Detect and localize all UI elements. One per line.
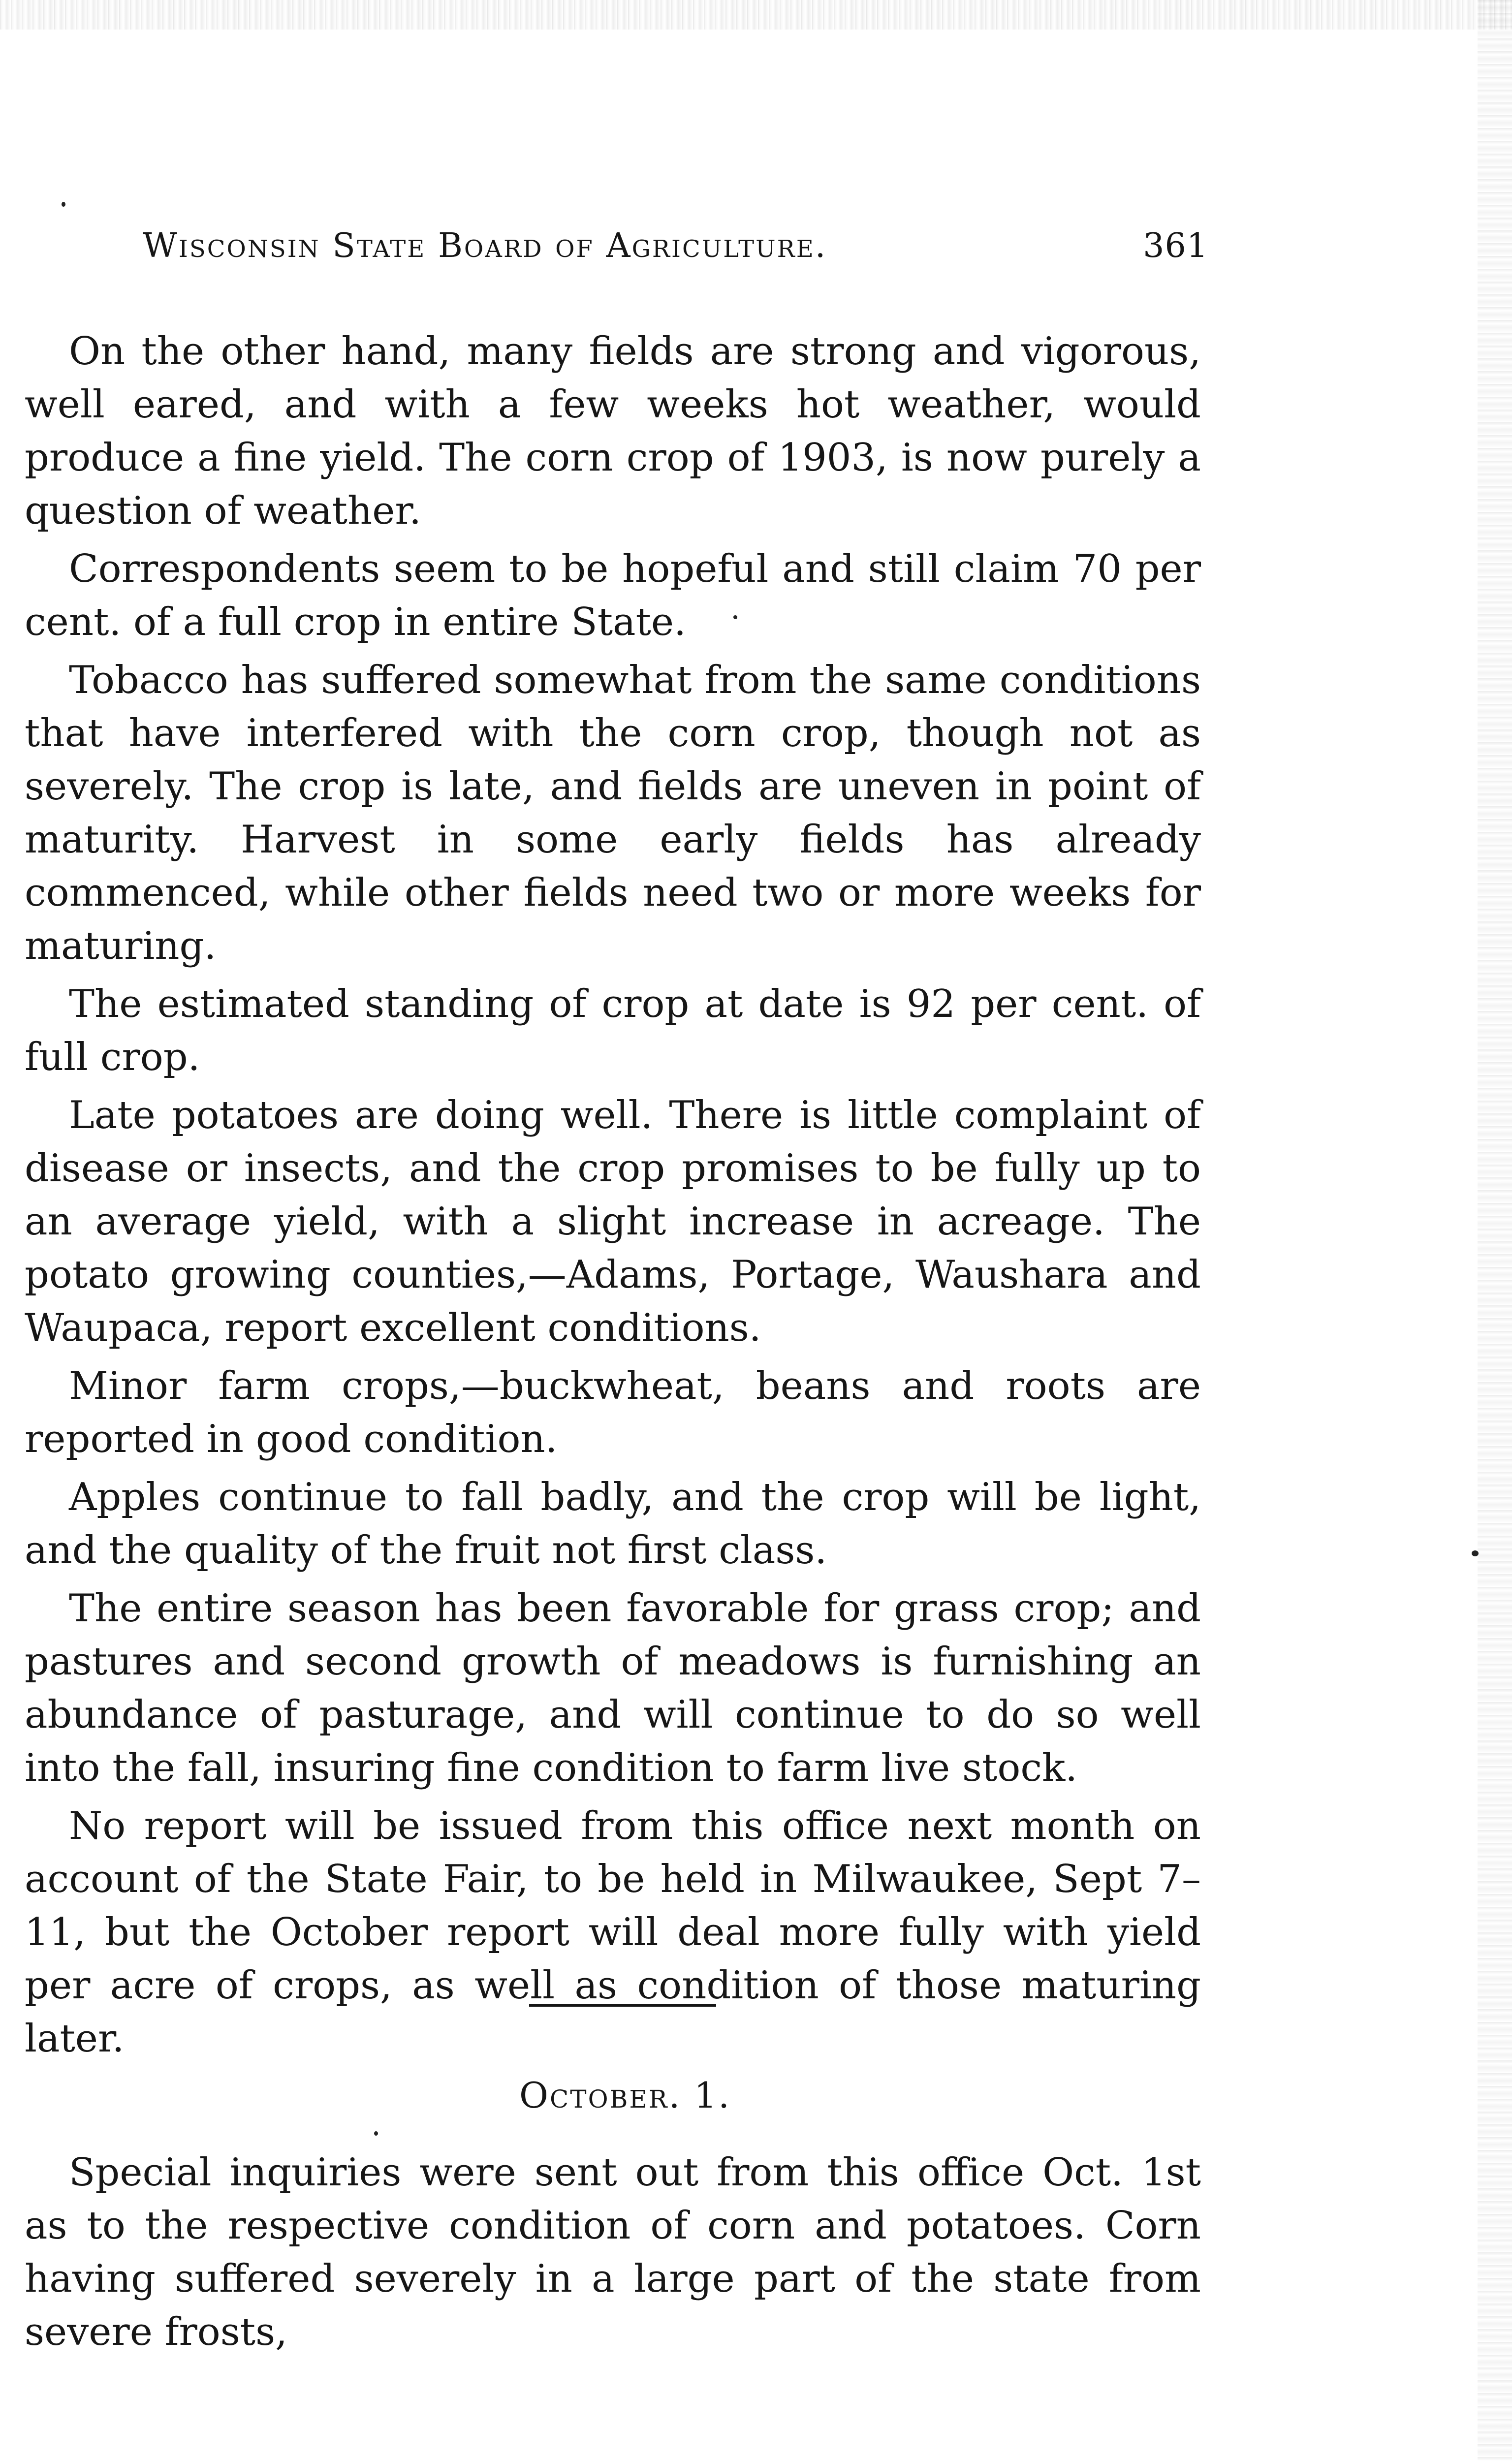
scan-noise-top xyxy=(0,0,1512,30)
scan-speck xyxy=(1472,1550,1479,1556)
paragraph: Late potatoes are doing well. There is little complaint of disease or insects, and the crop promises to be fully up to an average yield, with a slight increase in acreage. The potato growing counties,—Adams, Portage, Waushara and Waupaca, report excellent conditions. xyxy=(25,1093,1201,1350)
paragraph: No report will be issued from this office next month on account of the State Fair, to be held in Milwaukee, Sept 7–11, but the October report will deal more fully with yield per acre of crops, as well as condition of those maturing later. xyxy=(25,1804,1201,2061)
scan-noise-right xyxy=(1478,0,1512,2461)
paragraph: Tobacco has suffered somewhat from the same conditions that have interfered with the corn crop, though not as severely. The crop is late, and fields are uneven in point of maturity. Harvest in some early fields has already commenced, while other fields need two or more weeks for maturing. xyxy=(25,658,1201,968)
scan-speck xyxy=(62,202,65,207)
running-head-title: Wisconsin State Board of Agriculture. xyxy=(143,226,827,265)
section-heading: October. 1. xyxy=(519,2075,731,2116)
scan-speck xyxy=(733,615,737,619)
section-divider-rule xyxy=(529,2004,716,2007)
paragraph: Correspondents seem to be hopeful and still claim 70 per cent. of a full crop in entire State. xyxy=(25,547,1201,644)
paragraph: Apples continue to fall badly, and the crop will be light, and the quality of the fruit not first class. xyxy=(25,1475,1201,1573)
paragraph: Special inquiries were sent out from this office Oct. 1st as to the respective condition of corn and potatoes. Corn having suffered severely in a large part of the state from severe frosts, xyxy=(25,2150,1201,2354)
paragraph: The entire season has been favorable for grass crop; and pastures and second growth of meadows is furnishing an abundance of pasturage, and will continue to do so well into the fall, insuring fine condition to farm live stock. xyxy=(25,1586,1201,1790)
paragraph: Minor farm crops,—buckwheat, beans and roots are reported in good condition. xyxy=(25,1364,1201,1461)
page-number: 361 xyxy=(1143,226,1208,265)
scan-speck xyxy=(374,2131,378,2136)
section-text xyxy=(25,2146,1201,2359)
paragraph: The estimated standing of crop at date is 92 per cent. of full crop. xyxy=(25,982,1201,1079)
body-text xyxy=(25,325,1201,2070)
running-head xyxy=(143,226,1208,265)
paragraph: On the other hand, many fields are strong and vigorous, well eared, and with a few weeks hot weather, would produce a fine yield. The corn crop of 1903, is now purely a question of weather. xyxy=(25,329,1201,533)
